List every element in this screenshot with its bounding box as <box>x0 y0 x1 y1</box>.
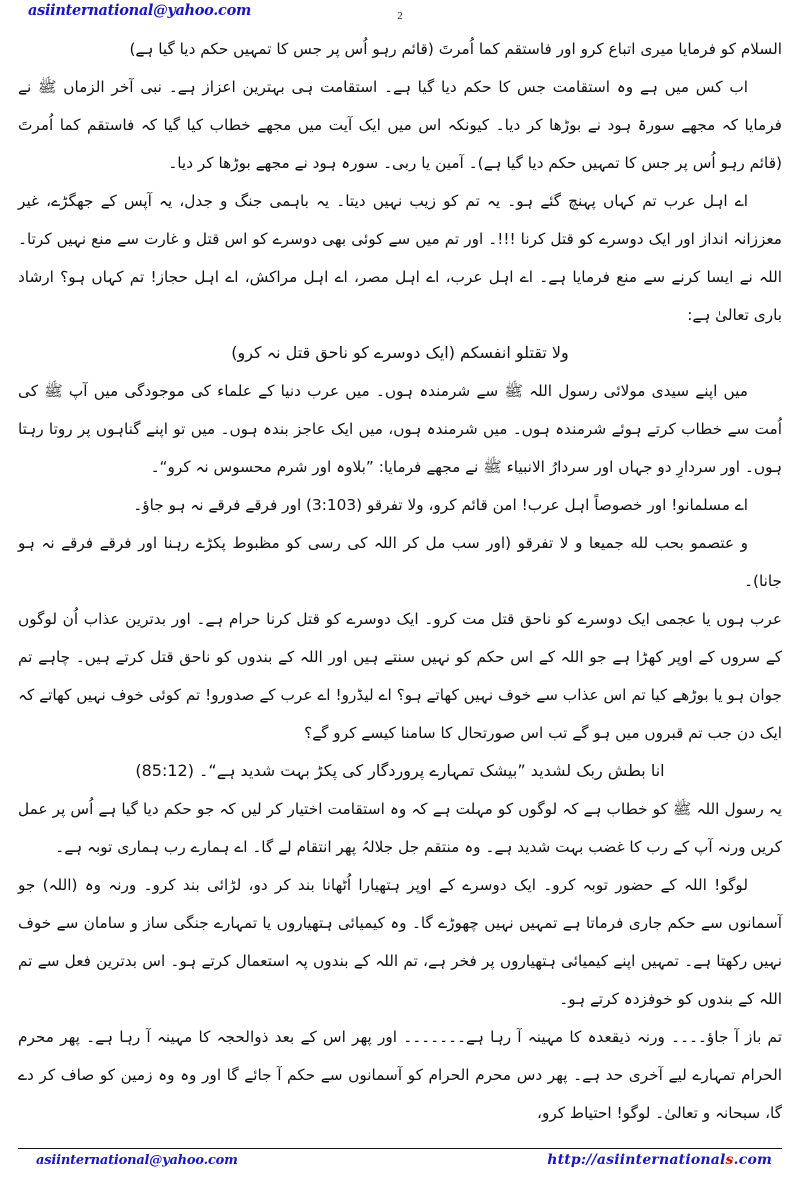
header-email-link[interactable]: asiinternational@yahoo.com <box>28 2 251 19</box>
paragraph-2: اب کس میں ہے وہ استقامت جس کا حکم دیا گیا ہے۔ استقامت ہی بہترین اعزاز ہے۔ نبی آخر الزماں ﷺ نے فرمایا کہ مجھے سورۃ ہود نے بوڑھا کر دیا۔ کیونکہ اس میں ایک آیت میں مجھے خطاب کیا گیا کہ فاستقم کما اُمرتَ (قائم رہو اُس پر جس کا تمہیں حکم دیا گیا ہے)۔ آمین یا ربی۔ سورہ ہود نے مجھے بوڑھا کر دیا۔ <box>18 78 782 172</box>
footer-url-prefix: http://asiinternational <box>547 1152 726 1168</box>
quranic-verse-1: ولا تقتلو انفسکم (ایک دوسرے کو ناحق قتل نہ کرو) <box>231 343 569 362</box>
footer-website-link[interactable] <box>547 1152 772 1168</box>
paragraph-8: عرب ہوں یا عجمی ایک دوسرے کو ناحق قتل مت کرو۔ ایک دوسرے کو قتل کرنا حرام ہے۔ اور بدترین عذاب اُن لوگوں کے سروں کے اوپر کھڑا ہے جو اللہ کے اس حکم کو نہیں سنتے ہیں اور اللہ کے بندوں کو ناحق قتل کرتے ہیں۔ چاہے تم جوان ہو یا بوڑھے کیا تم اس عذاب سے خوف نہیں کھاتے ہو؟ اے لیڈرو! اے عرب کے صدورو! تم کوئی خوف نہیں کھاتے کہ ایک دن جب تم قبروں میں ہو گے تب اس صورتحال کا سامنا کیسے کرو گے؟ <box>18 610 782 742</box>
paragraph-3: اے اہل عرب تم کہاں پہنچ گئے ہو۔ یہ تم کو زیب نہیں دیتا۔ یہ باہمی جنگ و جدل، یہ آپس کے جھگڑے، غیر معززانہ انداز اور ایک دوسرے کو قتل کرنا !!!۔ اور تم میں سے کوئی بھی دوسرے کو اس قتل و غارت سے منع نہیں کرتا۔ اللہ نے ایسا کرنے سے منع فرمایا ہے۔ اے اہل عرب، اے اہل مصر، اے اہل مراکش، اے اہل حجاز! تم کہاں ہو؟ ارشاد باری تعالیٰ ہے: <box>18 192 782 324</box>
page-number: 2 <box>397 10 403 22</box>
paragraph-5: میں اپنے سیدی مولائی رسول اللہ ﷺ سے شرمندہ ہوں۔ میں عرب دنیا کے علماء کی موجودگی میں آپ ﷺ کی اُمت سے خطاب کرتے ہوئے شرمندہ ہوں۔ میں شرمندہ ہوں، میں ایک عاجز بندہ ہوں۔ میں تو اپنے گناہوں پر روتا رہتا ہوں۔ اور سردارِ دو جہاں اور سردارُ الانبیاء ﷺ نے مجھے فرمایا: ”بلاوہ اور شرم محسوس نہ کرو“۔ <box>18 382 782 476</box>
footer-divider <box>18 1148 782 1149</box>
footer-url-suffix: .com <box>733 1152 772 1168</box>
footer-email-link[interactable]: asiinternational@yahoo.com <box>36 1153 238 1168</box>
paragraph-6-ayah-3-103: اے مسلمانو! اور خصوصاً اہل عرب! امن قائم کرو، ولا تفرقو (3:103) اور فرقے فرقے نہ ہو جاؤ۔ <box>133 496 748 514</box>
document-body <box>18 30 782 1122</box>
paragraph-1: السلام کو فرمایا میری اتباع کرو اور فاستقم کما اُمرتَ (قائم رہو اُس پر جس کا تمہیں حکم دیا گیا ہے) <box>129 40 782 58</box>
paragraph-11: لوگو! اللہ کے حضور توبہ کرو۔ ایک دوسرے کے اوپر ہتھیارا اُٹھانا بند کر دو، لڑائی بند کرو۔ ورنہ وہ (اللہ) جو آسمانوں سے حکم جاری فرماتا ہے تمہیں نہیں چھوڑے گا۔ وہ کیمیائی ہتھیاروں یا تمہارے جنگی ساز و سامان سے خوف نہیں رکھتا ہے۔ تمہیں اپنے کیمیائی ہتھیاروں پر فخر ہے، تم اللہ کے بندوں پہ استعمال کرتے ہو۔ اس بدترین فعل سے تم اللہ کے بندوں کو خوفزدہ کرتے ہو۔ <box>18 876 782 1008</box>
quranic-verse-2-85-12: انا بطش ربک لشدید ”بیشک تمہارے پروردگار کی پکڑ بہت شدید ہے“۔ (85:12) <box>135 761 665 780</box>
footer-url-highlight: s <box>725 1152 734 1168</box>
paragraph-7-ayah-itasimu: و عتصمو بحب لله جميعا و لا تفرقو (اور سب مل کر اللہ کی رسی کو مظبوط پکڑے رہنا اور فرقے فرقے نہ ہو جانا)۔ <box>18 534 782 590</box>
paragraph-12: تم باز آ جاؤ۔۔۔۔ ورنہ ذیقعدہ کا مہینہ آ رہا ہے۔۔۔۔۔۔۔ اور پھر اس کے بعد ذوالحجہ کا مہینہ آ رہا ہے۔ پھر محرم الحرام تمہارے لیے آخری حد ہے۔ پھر دس محرم الحرام کو آسمانوں سے حکم آ جائے گا اور وہ وہ زمین کو صاف کر دے گا، سبحانہ و تعالیٰ۔ لوگو! احتیاط کرو، <box>18 1028 782 1122</box>
paragraph-10: یہ رسول اللہ ﷺ کو خطاب ہے کہ لوگوں کو مہلت ہے کہ وہ استقامت اختیار کر لیں کہ جو حکم دیا گیا ہے اُس پر عمل کریں ورنہ آپ کے رب کا غضب بہت شدید ہے۔ وہ منتقم جل جلالہُ پھر انتقام لے گا۔ اے ہمارے رب ہماری توبہ ہے۔ <box>18 800 782 856</box>
